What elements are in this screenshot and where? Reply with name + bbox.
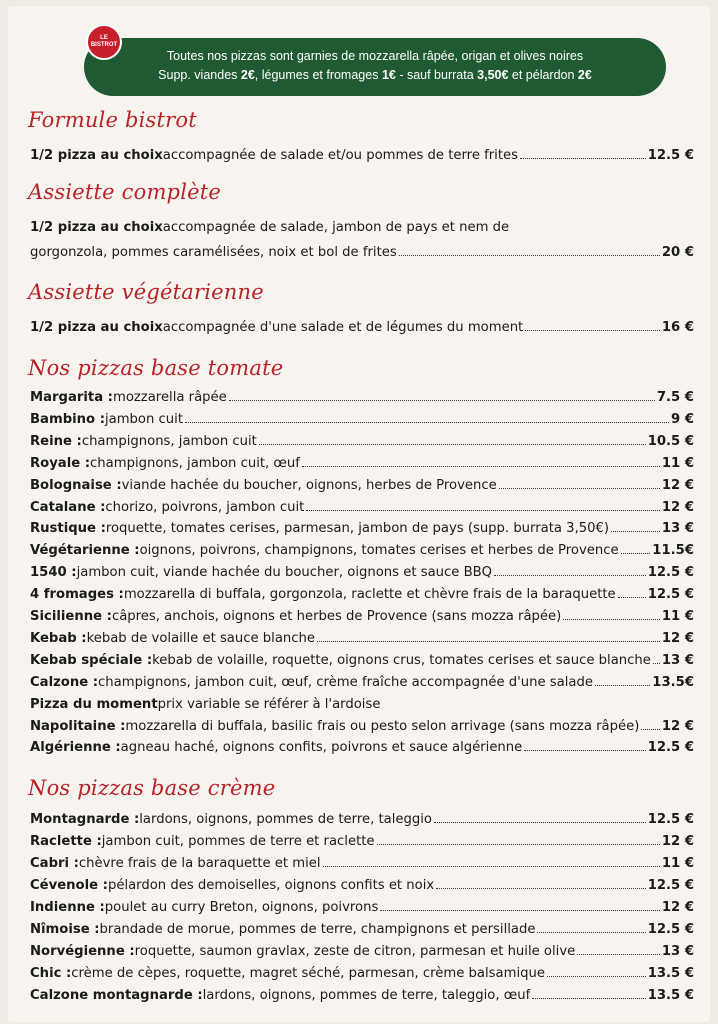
leader-dots	[618, 597, 646, 598]
pizza-line	[30, 944, 694, 959]
menu-line	[30, 320, 694, 335]
pizza-desc: oignons, poivrons, champignons, tomates cerises et herbes de Provence	[139, 543, 619, 559]
pizza-name: 1540 :	[30, 565, 77, 581]
item-price: 12.5 €	[647, 148, 694, 163]
pizza-line	[30, 543, 694, 558]
pizza-price: 12 €	[661, 834, 694, 849]
pizza-name: Calzone :	[30, 674, 99, 690]
pizza-name: Napolitaine :	[30, 718, 126, 734]
leader-dots	[436, 888, 645, 889]
pizza-price: 9 €	[671, 411, 694, 427]
leader-dots	[229, 400, 655, 401]
pizza-desc: lardons, oignons, pommes de terre, taleggio	[139, 812, 432, 827]
banner-line-2	[84, 66, 666, 85]
pizza-line	[30, 609, 694, 624]
pizza-desc: mozzarella di buffala, basilic frais ou pesto selon arrivage (sans mozza râpée)	[125, 718, 640, 734]
menu-line	[30, 148, 694, 163]
pizza-name: Chic :	[30, 966, 72, 981]
pizza-name: Cévenole :	[30, 878, 108, 893]
info-banner	[84, 38, 666, 96]
pizza-price: 12 €	[661, 630, 694, 646]
leader-dots	[641, 729, 660, 730]
pizza-line	[30, 653, 694, 668]
pizza-price: 11 €	[661, 609, 694, 624]
supp-text: , légumes et fromages	[254, 68, 382, 82]
pizza-price: 10.5 €	[647, 433, 694, 449]
pizza-name: Norvégienne :	[30, 944, 135, 959]
supp-price: 2€	[577, 68, 592, 82]
pizza-desc: kebab de volaille et sauce blanche	[86, 630, 316, 646]
pizza-price: 12 €	[661, 477, 694, 493]
pizza-price: 13.5 €	[647, 988, 694, 1003]
pizza-name: Kebab :	[30, 630, 87, 646]
pizza-line	[30, 900, 694, 915]
leader-dots	[317, 641, 660, 642]
leader-dots	[259, 444, 646, 445]
pizza-line	[30, 922, 694, 937]
pizza-line	[30, 565, 694, 580]
item-price: 16 €	[661, 320, 694, 335]
pizza-line	[30, 878, 694, 893]
section-title-assiette-complete: Assiette complète	[28, 180, 222, 204]
pizza-price: 13 €	[661, 521, 694, 537]
pizza-price: 13.5€	[652, 674, 694, 690]
pizza-desc: champignons, jambon cuit, œuf	[90, 455, 300, 471]
pizza-price: 12 €	[661, 900, 694, 915]
leader-dots	[380, 910, 660, 911]
pizza-name: Catalane :	[30, 499, 106, 515]
pizza-line	[30, 856, 694, 871]
pizza-price: 12.5 €	[647, 922, 694, 937]
leader-dots	[532, 998, 645, 999]
pizza-price: 13 €	[661, 652, 694, 668]
pizza-desc: crème de cèpes, roquette, magret séché, parmesan, crème balsamique	[71, 966, 545, 981]
pizza-line	[30, 966, 694, 981]
pizza-name: Reine :	[30, 433, 82, 449]
pizza-price: 12.5 €	[647, 740, 694, 756]
pizza-price: 12.5 €	[647, 565, 694, 581]
pizza-name: Indienne :	[30, 900, 105, 915]
pizza-line	[30, 478, 694, 493]
pizza-name: Sicilienne :	[30, 609, 112, 624]
leader-dots	[306, 510, 660, 511]
pizza-desc: roquette, saumon gravlax, zeste de citron, parmesan et huile olive	[134, 944, 576, 959]
pizza-desc: kebab de volaille, roquette, oignons crus, tomates cerises et sauce blanche	[152, 652, 651, 668]
pizza-name: Margarita :	[30, 390, 113, 405]
pizza-name: Raclette :	[30, 834, 102, 849]
item-desc: accompagnée d'une salade et de légumes du moment	[162, 320, 524, 335]
pizza-desc: câpres, anchois, oignons et herbes de Provence (sans mozza râpée)	[111, 609, 562, 624]
pizza-price: 12.5 €	[647, 878, 694, 893]
pizza-name: Kebab spéciale :	[30, 652, 153, 668]
leader-dots	[499, 488, 660, 489]
item-name: 1/2 pizza au choix	[30, 148, 163, 163]
pizza-price: 13 €	[661, 944, 694, 959]
item-price: 20 €	[661, 245, 694, 260]
pizza-price: 12 €	[661, 499, 694, 515]
supp-price: 2€	[240, 68, 255, 82]
leader-dots	[525, 330, 660, 331]
pizza-name: Cabri :	[30, 856, 79, 871]
pizza-line	[30, 521, 694, 536]
section-title-formule: Formule bistrot	[28, 108, 197, 132]
pizza-desc: poulet au curry Breton, oignons, poivrons	[104, 900, 379, 915]
banner-line-1: Toutes nos pizzas sont garnies de mozzarella râpée, origan et olives noires	[166, 49, 584, 63]
item-desc: gorgonzola, pommes caramélisées, noix et bol de frites	[30, 245, 397, 260]
leader-dots	[377, 844, 660, 845]
pizza-price: 12.5 €	[647, 587, 694, 603]
menu-line	[30, 220, 694, 235]
supp-price: 3,50€	[477, 68, 509, 82]
pizza-line	[30, 390, 694, 405]
pizza-desc: jambon cuit, viande hachée du boucher, oignons et sauce BBQ	[76, 565, 493, 581]
leader-dots	[524, 750, 645, 751]
pizza-price: 7.5 €	[656, 390, 694, 405]
leader-dots	[611, 531, 660, 532]
leader-dots	[434, 822, 646, 823]
pizza-line	[30, 740, 694, 755]
supp-text: Supp. viandes	[158, 68, 241, 82]
pizza-line	[30, 812, 694, 827]
pizza-name: Rustique :	[30, 521, 106, 537]
pizza-desc: lardons, oignons, pommes de terre, taleggio, œuf	[202, 988, 531, 1003]
leader-dots	[494, 575, 646, 576]
pizza-name: Pizza du moment	[30, 696, 158, 712]
leader-dots	[621, 553, 651, 554]
pizza-line	[30, 675, 694, 690]
pizza-name: Nîmoise :	[30, 922, 100, 937]
pizza-desc: jambon cuit, pommes de terre et raclette	[101, 834, 375, 849]
leader-dots	[563, 619, 660, 620]
item-desc: accompagnée de salade, jambon de pays et nem de	[162, 220, 510, 235]
pizza-desc: mozzarella di buffala, gorgonzola, raclette et chèvre frais de la baraquette	[123, 587, 616, 603]
pizza-desc: chèvre frais de la baraquette et miel	[78, 856, 321, 871]
supp-price: 1€	[381, 68, 396, 82]
leader-dots	[577, 954, 660, 955]
leader-dots	[323, 866, 660, 867]
leader-dots	[302, 466, 660, 467]
pizza-name: Végétarienne :	[30, 543, 140, 559]
supp-text: - sauf burrata	[395, 68, 478, 82]
section-title-assiette-vegetarienne: Assiette végétarienne	[28, 280, 264, 304]
pizza-line	[30, 434, 694, 449]
pizza-line	[30, 456, 694, 471]
pizza-line	[30, 834, 694, 849]
pizza-line	[30, 719, 694, 734]
pizza-price: 11 €	[661, 856, 694, 871]
pizza-price: 12 €	[661, 718, 694, 734]
leader-dots	[547, 976, 646, 977]
pizza-price: 11.5€	[652, 543, 694, 559]
leader-dots	[653, 663, 660, 664]
pizza-desc: brandade de morue, pommes de terre, champignons et persillade	[99, 922, 536, 937]
pizza-line	[30, 631, 694, 646]
pizza-name: 4 fromages :	[30, 587, 124, 603]
section-title-base-tomate: Nos pizzas base tomate	[28, 356, 284, 380]
pizza-name: Bambino :	[30, 411, 105, 427]
pizza-line	[30, 500, 694, 515]
pizza-desc: mozzarella râpée	[112, 390, 227, 405]
pizza-line	[30, 988, 694, 1003]
pizza-name: Algérienne :	[30, 740, 121, 756]
menu-line	[30, 245, 694, 260]
item-name: 1/2 pizza au choix	[30, 220, 163, 235]
pizza-price: 11 €	[661, 455, 694, 471]
leader-dots	[399, 255, 660, 256]
bistrot-logo: LE BISTROT	[86, 24, 122, 60]
leader-dots	[185, 422, 669, 423]
pizza-desc: agneau haché, oignons confits, poivrons et sauce algérienne	[120, 740, 523, 756]
pizza-desc: chorizo, poivrons, jambon cuit	[105, 499, 305, 515]
pizza-price: 12.5 €	[647, 812, 694, 827]
pizza-name: Bolognaise :	[30, 477, 122, 493]
pizza-price: 13.5 €	[647, 966, 694, 981]
pizza-desc: roquette, tomates cerises, parmesan, jambon de pays (supp. burrata 3,50€)	[105, 521, 610, 537]
pizza-desc: pélardon des demoiselles, oignons confits et noix	[107, 878, 435, 893]
pizza-name: Montagnarde :	[30, 812, 140, 827]
pizza-line	[30, 697, 694, 712]
item-desc: accompagnée de salade et/ou pommes de terre frites	[162, 148, 519, 163]
pizza-name: Calzone montagnarde :	[30, 988, 203, 1003]
leader-dots	[537, 932, 645, 933]
section-title-base-creme: Nos pizzas base crème	[28, 776, 276, 800]
pizza-line	[30, 587, 694, 602]
pizza-desc: prix variable se référer à l'ardoise	[157, 696, 381, 712]
item-name: 1/2 pizza au choix	[30, 320, 163, 335]
pizza-line	[30, 412, 694, 427]
pizza-desc: viande hachée du boucher, oignons, herbes de Provence	[121, 477, 497, 493]
leader-dots	[595, 685, 650, 686]
pizza-desc: jambon cuit	[104, 411, 183, 427]
pizza-desc: champignons, jambon cuit	[81, 433, 257, 449]
leader-dots	[520, 158, 646, 159]
supp-text: et pélardon	[508, 68, 578, 82]
pizza-desc: champignons, jambon cuit, œuf, crème fraîche accompagnée d'une salade	[98, 674, 593, 690]
pizza-name: Royale :	[30, 455, 91, 471]
